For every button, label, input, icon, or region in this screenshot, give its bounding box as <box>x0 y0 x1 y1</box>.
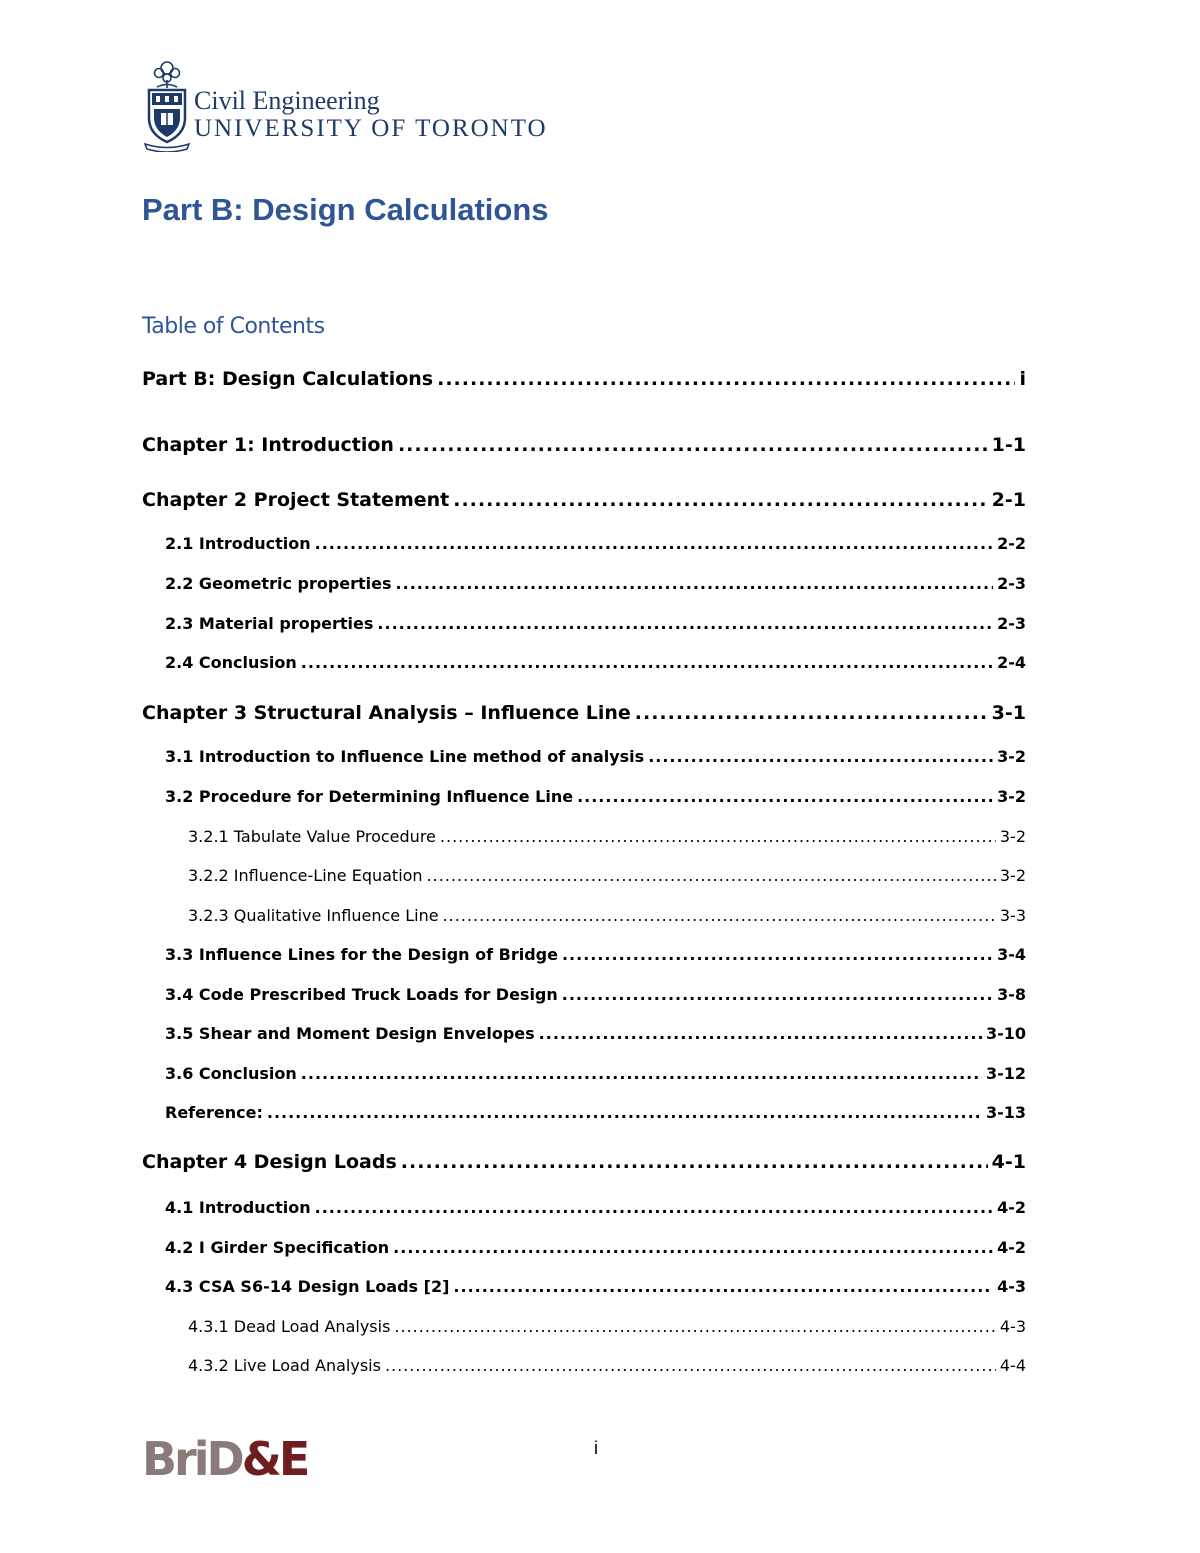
toc-entry-title: 3.2 Procedure for Determining Influence Line <box>165 787 574 806</box>
toc-entry[interactable] <box>165 1103 1026 1122</box>
toc-entry-title: 4.3.1 Dead Load Analysis <box>188 1317 391 1336</box>
toc-entry[interactable] <box>165 747 1026 766</box>
toc-entry[interactable] <box>165 985 1026 1004</box>
toc-entry-title: 4.1 Introduction <box>165 1198 311 1217</box>
toc-dot-leader <box>315 534 993 553</box>
toc-entry[interactable] <box>165 614 1026 633</box>
toc-dot-leader <box>301 1064 982 1083</box>
toc-dot-leader <box>562 985 993 1004</box>
toc-entry-title: 2.1 Introduction <box>165 534 311 553</box>
toc-dot-leader <box>562 945 993 964</box>
toc-heading: Table of Contents <box>142 314 325 339</box>
toc-entry[interactable] <box>188 1356 1026 1375</box>
toc-entry-title: 3.2.2 Influence-Line Equation <box>188 866 423 885</box>
toc-entry[interactable] <box>165 787 1026 806</box>
document-title: Part B: Design Calculations <box>142 192 549 227</box>
toc-entry[interactable] <box>165 534 1026 553</box>
toc-dot-leader <box>315 1198 993 1217</box>
toc-dot-leader <box>577 787 993 806</box>
toc-dot-leader <box>301 653 993 672</box>
toc-entry-page: 4-2 <box>997 1238 1026 1257</box>
toc-entry-title: 4.3 CSA S6-14 Design Loads [2] <box>165 1277 450 1296</box>
toc-dot-leader <box>398 434 988 456</box>
toc-entry[interactable] <box>165 1024 1026 1043</box>
toc-entry-page: 2-4 <box>997 653 1026 672</box>
toc-entry-page: 4-3 <box>997 1277 1026 1296</box>
toc-entry-page: 2-3 <box>997 614 1026 633</box>
toc-entry-page: 3-13 <box>985 1103 1026 1122</box>
toc-entry[interactable] <box>165 945 1026 964</box>
toc-entry[interactable] <box>165 1064 1026 1083</box>
toc-dot-leader <box>394 1317 995 1336</box>
toc-entry[interactable] <box>142 1151 1026 1173</box>
toc-entry-title: Reference: <box>165 1103 263 1122</box>
toc-entry-title: 3.6 Conclusion <box>165 1064 297 1083</box>
toc-entry-title: 2.3 Material properties <box>165 614 374 633</box>
toc-entry-page: 3-2 <box>999 827 1026 846</box>
toc-dot-leader <box>377 614 993 633</box>
toc-dot-leader <box>393 1238 993 1257</box>
toc-entry[interactable] <box>142 489 1026 511</box>
toc-dot-leader <box>385 1356 996 1375</box>
toc-entry-page: 3-2 <box>997 747 1026 766</box>
toc-entry-page: 2-1 <box>991 489 1026 511</box>
toc-entry[interactable] <box>188 906 1026 925</box>
toc-entry-title: Chapter 1: Introduction <box>142 434 394 456</box>
toc-dot-leader <box>427 866 996 885</box>
toc-entry-title: Chapter 3 Structural Analysis – Influence Line <box>142 702 631 724</box>
toc-entry-title: 4.3.2 Live Load Analysis <box>188 1356 381 1375</box>
logo-university-name: UNIVERSITY OF TORONTO <box>194 115 548 142</box>
toc-dot-leader <box>453 1277 993 1296</box>
toc-entry[interactable] <box>188 1317 1026 1336</box>
toc-entry[interactable] <box>142 368 1026 390</box>
toc-entry-title: 3.5 Shear and Moment Design Envelopes <box>165 1024 535 1043</box>
toc-dot-leader <box>437 368 1015 390</box>
toc-dot-leader <box>396 574 994 593</box>
toc-entry-title: Chapter 2 Project Statement <box>142 489 450 511</box>
toc-entry-page: 3-4 <box>997 945 1026 964</box>
toc-entry-page: 3-2 <box>997 787 1026 806</box>
toc-entry-title: 3.2.1 Tabulate Value Procedure <box>188 827 436 846</box>
toc-entry-title: 3.1 Introduction to Influence Line method of analysis <box>165 747 645 766</box>
toc-entry-title: 3.2.3 Qualitative Influence Line <box>188 906 439 925</box>
toc-entry[interactable] <box>142 434 1026 456</box>
logo-faculty-name: Civil Engineering <box>194 86 380 115</box>
toc-entry-title: 2.4 Conclusion <box>165 653 297 672</box>
toc-entry-page: 2-3 <box>997 574 1026 593</box>
toc-entry-page: 3-2 <box>999 866 1026 885</box>
toc-entry-title: 3.4 Code Prescribed Truck Loads for Design <box>165 985 558 1004</box>
toc-entry-title: 3.3 Influence Lines for the Design of Bridge <box>165 945 558 964</box>
toc-entry-page: 4-1 <box>991 1151 1026 1173</box>
toc-entry-page: 3-8 <box>997 985 1026 1004</box>
toc-entry-page: 3-12 <box>985 1064 1026 1083</box>
toc-entry-page: 3-10 <box>985 1024 1026 1043</box>
toc-dot-leader <box>648 747 993 766</box>
toc-entry[interactable] <box>165 653 1026 672</box>
page-number: i <box>594 1438 598 1458</box>
logo-text-part1: BriD <box>142 1432 242 1486</box>
toc-entry-page: 1-1 <box>991 434 1026 456</box>
toc-entry-title: 4.2 I Girder Specification <box>165 1238 390 1257</box>
toc-entry-page: 4-4 <box>999 1356 1026 1375</box>
toc-entry-title: 2.2 Geometric properties <box>165 574 392 593</box>
bride-logo <box>142 1432 307 1486</box>
toc-dot-leader <box>443 906 996 925</box>
toc-dot-leader <box>401 1151 988 1173</box>
toc-entry-page: 3-1 <box>991 702 1026 724</box>
toc-entry[interactable] <box>165 1238 1026 1257</box>
toc-entry[interactable] <box>165 1198 1026 1217</box>
toc-entry[interactable] <box>165 1277 1026 1296</box>
toc-dot-leader <box>440 827 996 846</box>
toc-entry-page: 4-2 <box>997 1198 1026 1217</box>
toc-dot-leader <box>635 702 988 724</box>
toc-entry-page: 2-2 <box>997 534 1026 553</box>
toc-entry-page: i <box>1019 368 1026 390</box>
toc-entry-page: 4-3 <box>999 1317 1026 1336</box>
toc-dot-leader <box>267 1103 982 1122</box>
toc-dot-leader <box>539 1024 982 1043</box>
toc-entry-title: Part B: Design Calculations <box>142 368 434 390</box>
toc-entry[interactable] <box>165 574 1026 593</box>
logo-text-part2: &E <box>241 1432 308 1486</box>
toc-entry-page: 3-3 <box>999 906 1026 925</box>
toc-entry[interactable] <box>188 866 1026 885</box>
toc-dot-leader <box>453 489 987 511</box>
toc-entry[interactable] <box>188 827 1026 846</box>
toc-entry[interactable] <box>142 702 1026 724</box>
toc-entry-title: Chapter 4 Design Loads <box>142 1151 397 1173</box>
